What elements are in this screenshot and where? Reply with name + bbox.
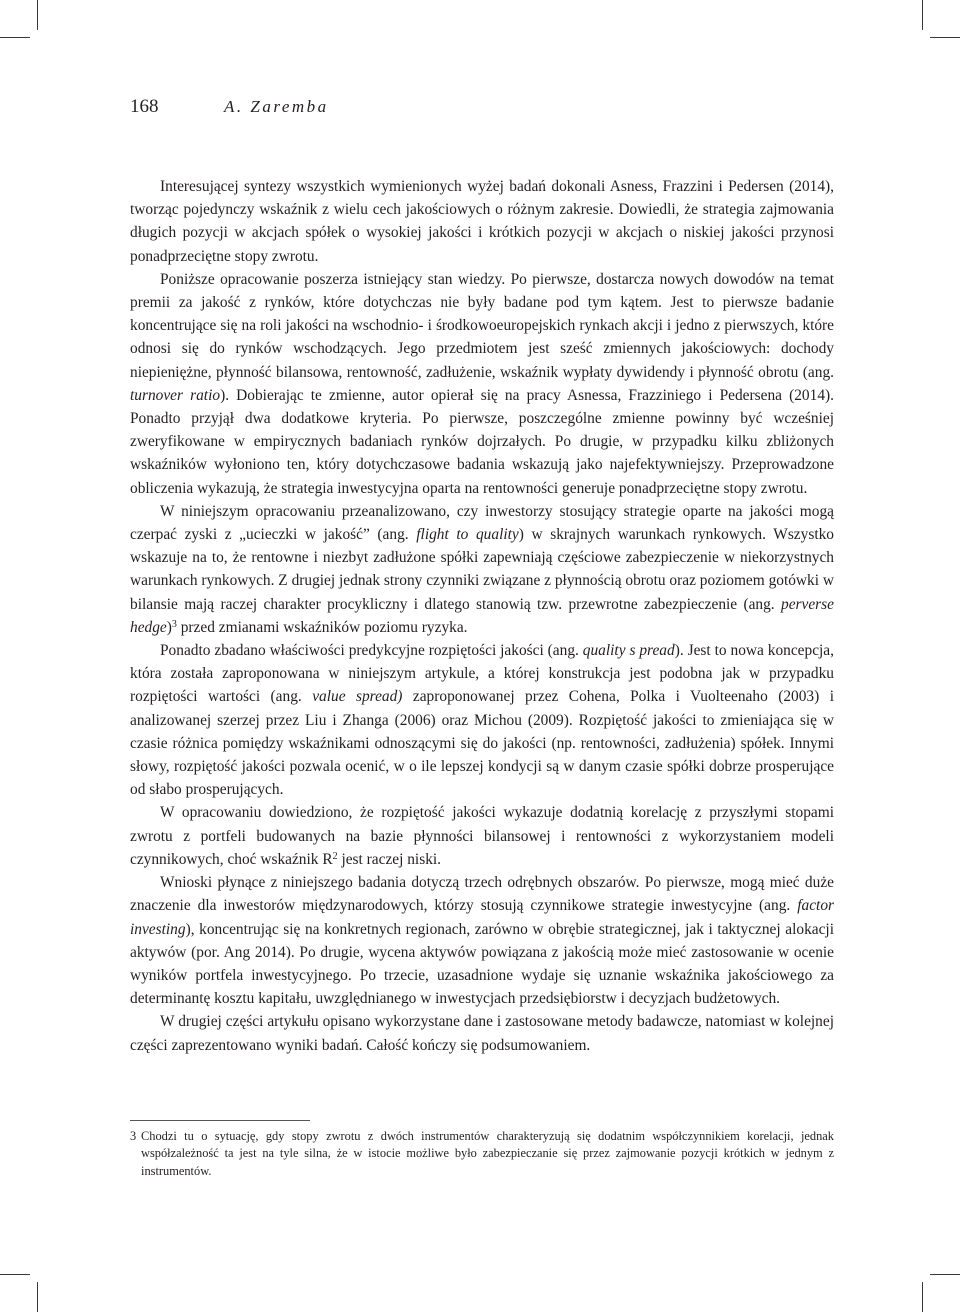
term-factor-investing: factor investing <box>130 897 834 938</box>
crop-mark-top-right-vertical <box>922 0 923 30</box>
crop-mark-top-right-horizontal <box>930 37 960 38</box>
footnote-text: Chodzi tu o sytuację, gdy stopy zwrotu z dwóch instrumentów charakteryzują się dodatnim współczynnikiem korelacji, jednak współzależność ta jest na tyle silna, że w istocie możliwe było zabezpieczanie się przez zajmowanie pozycji krótkich w jednym z instrumentów. <box>141 1129 834 1178</box>
crop-mark-bottom-left-horizontal <box>0 1274 30 1275</box>
page-header <box>130 96 329 118</box>
term-flight-to-quality: flight to quality <box>416 526 519 544</box>
crop-mark-bottom-left-vertical <box>37 1282 38 1312</box>
paragraph: W opracowaniu dowiedziono, że rozpiętość jakości wykazuje dodatnią korelację z przyszłymi stopami zwrotu z portfeli budowanych na bazie płynności bilansowej i rentowności z wykorzystaniem modeli czynnikowych, choć wskaźnik $R^2$ jest raczej niski. <box>130 804 834 868</box>
paragraph: W niniejszym opracowaniu przeanalizowano, czy inwestorzy stosujący strategie oparte na jakości mogą czerpać zyski z „ucieczki w jakość” (ang. flight to quality) w skrajnych warunkach rynkowych. Wszystko wskazuje na to, że rentowne i niezbyt zadłużone spółki zapewniają częściowe zabezpieczenie w niekorzystnych warunkach rynkowych. Z drugiej jednak strony czynniki związane z płynnością obrotu oraz poziomem gotówki w bilansie mają raczej charakter procykliczny i dlatego stanowią tzw. przewrotne zabezpieczenie (ang. perverse hedge)$^3$ przed zmianami wskaźników poziomu ryzyka. <box>130 502 834 636</box>
paragraph: Wnioski płynące z niniejszego badania dotyczą trzech odrębnych obszarów. Po pierwsze, mogą mieć duże znaczenie dla inwestorów międzynarodowych, którzy stosują czynnikowe strategie inwestycyjne (ang. factor investing), koncentrując się na konkretnych regionach, zarówno w obrębie strategicznej, jak i taktycznej alokacji aktywów (por. Ang 2014). Po drugie, wycena aktywów powiązana z jakością może mieć zastosowanie w ocenie wyników portfela inwestycyjnego. Po trzecie, uzasadnione wydaje się uznanie wskaźnika jakościowego za determinantę kosztu kapitału, uwzględnianego w inwestycjach przedsiębiorstw i decyzjach budżetowych. <box>130 874 834 1008</box>
crop-mark-bottom-right-horizontal <box>930 1274 960 1275</box>
term-quality-spread: quality s pread <box>582 642 675 660</box>
crop-mark-bottom-right-vertical <box>922 1282 923 1312</box>
crop-mark-top-left-horizontal <box>0 37 30 38</box>
paragraph: Poniższe opracowanie poszerza istniejący stan wiedzy. Po pierwsze, dostarcza nowych dowodów na temat premii za jakość z rynków, które dotychczas nie były badane pod tym kątem. Jest to pierwsze badanie koncentrujące się na roli jakości na wschodnio- i środkowoeuropejskich rynkach akcji i jedno z pierwszych, które odnosi się do rynków wschodzących. Jego przedmiotem jest sześć zmiennych jakościowych: dochody niepieniężne, płynność bilansowa, rentowność, zadłużenie, wskaźnik wypłaty dywidendy i płynność obrotu (ang. turnover ratio). Dobierając te zmienne, autor opierał się na pracy Asnessa, Frazziniego i Pedersena (2014). Ponadto przyjął dwa dodatkowe kryteria. Po pierwsze, poszczególne zmienne powinny być wcześniej zweryfikowane w empirycznych badaniach rynków dojrzałych. Po drugie, w przypadku kilku zbliżonych wskaźników wyłoniono ten, który dotychczasowe badania wskazują jako najefektywniejszy. Przeprowadzone obliczenia wykazują, że strategia inwestycyjna oparta na rentowności generuje ponadprzeciętne stopy zwrotu. <box>130 270 834 497</box>
term-perverse-hedge: perverse hedge <box>130 595 834 636</box>
r-squared-exponent: 2 <box>332 850 338 862</box>
term-value-spread: value spread) <box>312 688 403 706</box>
footnote <box>130 1128 834 1180</box>
crop-mark-top-left-vertical <box>37 0 38 30</box>
footnote-reference[interactable]: 3 <box>171 618 177 630</box>
paragraph: Ponadto zbadano właściwości predykcyjne rozpiętości jakości (ang. quality s pread). Jest to nowa koncepcja, która została zaproponowana w niniejszym artykule, a której konstrukcja jest podobna jak w przypadku rozpiętości wartości (ang. value spread) zaproponowanej przez Cohena, Polka i Vuolteenaho (2003) i analizowanej szerzej przez Liu i Zhanga (2006) oraz Michou (2009). Rozpiętość jakości to zmieniająca się w czasie różnica pomiędzy wskaźnikami odnoszącymi się do jakości (np. rentowności, zadłużenia) spółek. Innymi słowy, rozpiętość jakości pozwala ocenić, w o ile lepszej kondycji są w danym czasie spółki dobrze prosperujące od słabo prosperujących. <box>130 642 834 799</box>
footnote-number: 3 <box>130 1129 137 1143</box>
page-number: 168 <box>130 96 159 117</box>
running-head: A. Zaremba <box>224 97 329 116</box>
paragraph: W drugiej części artykułu opisano wykorzystane dane i zastosowane metody badawcze, natomiast w kolejnej części zaprezentowano wyniki badań. Całość kończy się podsumowaniem. <box>130 1013 834 1054</box>
term-turnover-ratio: turnover ratio <box>130 386 221 404</box>
paragraph: Interesującej syntezy wszystkich wymienionych wyżej badań dokonali Asness, Frazzini i Pedersen (2014), tworząc pojedynczy wskaźnik z wielu cech jakościowych o różnym zakresie. Dowiedli, że strategia zajmowania długich pozycji w akcjach spółek o wysokiej jakości i krótkich pozycji w akcjach o niskiej jakości przynosi ponadprzeciętne stopy zwrotu. <box>130 178 834 265</box>
footnote-divider <box>130 1120 310 1121</box>
body-text <box>130 175 834 1057</box>
